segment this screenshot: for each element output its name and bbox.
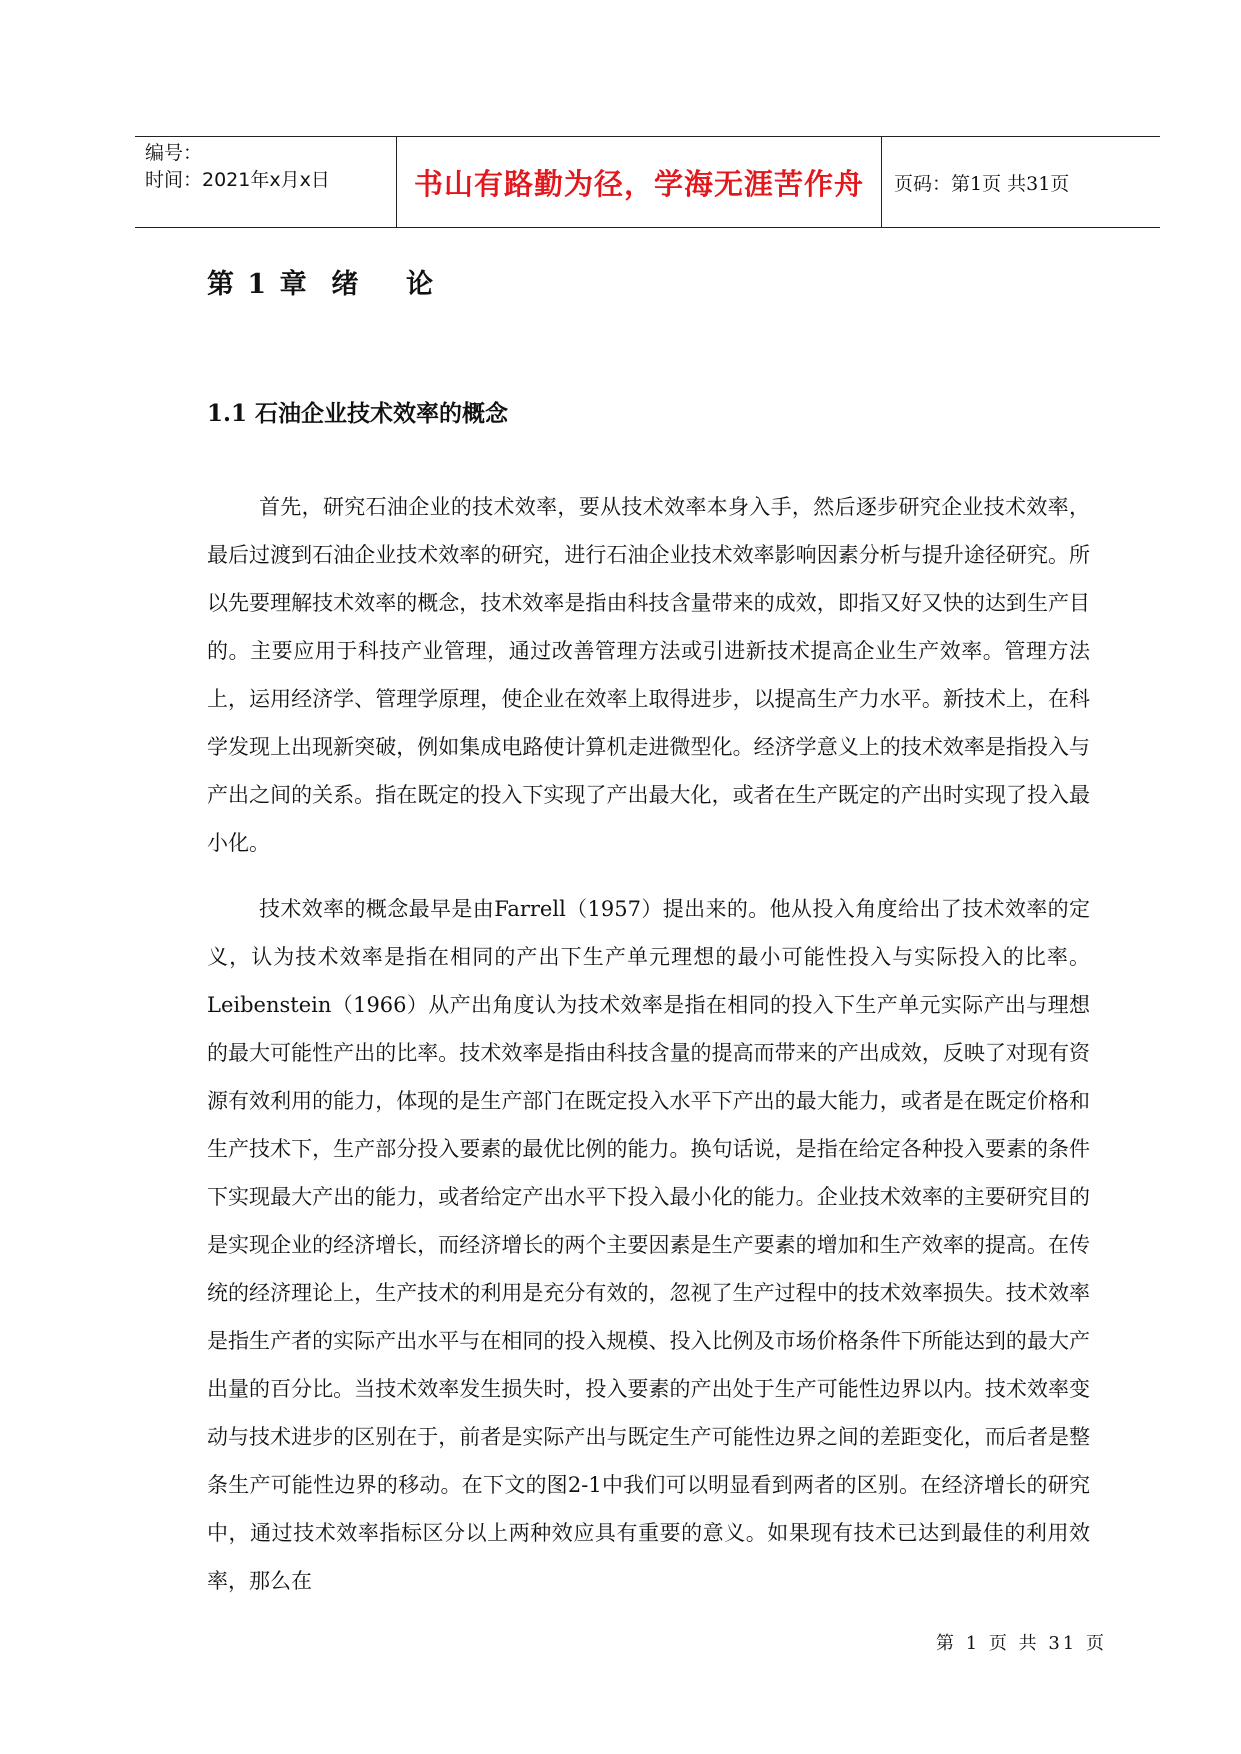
body-text (207, 483, 1090, 1623)
paragraph: 技术效率的概念最早是由Farrell（1957）提出来的。他从投入角度给出了技术效率的定义，认为技术效率是指在相同的产出下生产单元理想的最小可能性投入与实际投入的比率。Leibenstein（1966）从产出角度认为技术效率是指在相同的投入下生产单元实际产出与理想的最大可能性产出的比率。技术效率是指由科技含量的提高而带来的产出成效，反映了对现有资源有效利用的能力，体现的是生产部门在既定投入水平下产出的最大能力，或者是在既定价格和生产技术下，生产部分投入要素的最优比例的能力。换句话说，是指在给定各种投入要素的条件下实现最大产出的能力，或者给定产出水平下投入最小化的能力。企业技术效率的主要研究目的是实现企业的经济增长，而经济增长的两个主要因素是生产要素的增加和生产效率的提高。在传统的经济理论上，生产技术的利用是充分有效的，忽视了生产过程中的技术效率损失。技术效率是指生产者的实际产出水平与在相同的投入规模、投入比例及市场价格条件下所能达到的最大产出量的百分比。当技术效率发生损失时，投入要素的产出处于生产可能性边界以内。技术效率变动与技术进步的区别在于，前者是实际产出与既定生产可能性边界之间的差距变化，而后者是整条生产可能性边界的移动。在下文的图2-1中我们可以明显看到两者的区别。在经济增长的研究中，通过技术效率指标区分以上两种效应具有重要的意义。如果现有技术已达到最佳的利用效率，那么在 (207, 897, 1090, 1593)
serial-number-label: 编号： (145, 142, 203, 164)
page-code-label: 页码：第1页 共31页 (894, 172, 1070, 195)
chapter-title: 第 1 章 绪 论 (207, 269, 435, 300)
header-page-cell (882, 137, 1160, 227)
section-title: 1.1 石油企业技术效率的概念 (207, 400, 509, 427)
date-label: 时间：2021年x月x日 (145, 169, 330, 191)
motto-text: 书山有路勤为径，学海无涯苦作舟 (413, 166, 864, 201)
header-motto-cell (397, 137, 882, 227)
footer-page-number: 第 1 页 共 31 页 (936, 1633, 1107, 1654)
paragraph: 首先，研究石油企业的技术效率，要从技术效率本身入手，然后逐步研究企业技术效率，最后过渡到石油企业技术效率的研究，进行石油企业技术效率影响因素分析与提升途径研究。所以先要理解技术效率的概念，技术效率是指由科技含量带来的成效，即指又好又快的达到生产目的。主要应用于科技产业管理，通过改善管理方法或引进新技术提高企业生产效率。管理方法上，运用经济学、管理学原理，使企业在效率上取得进步，以提高生产力水平。新技术上，在科学发现上出现新突破，例如集成电路使计算机走进微型化。经济学意义上的技术效率是指投入与产出之间的关系。指在既定的投入下实现了产出最大化，或者在生产既定的产出时实现了投入最小化。 (207, 495, 1090, 855)
header-meta-cell (135, 137, 397, 227)
document-header (135, 136, 1160, 228)
